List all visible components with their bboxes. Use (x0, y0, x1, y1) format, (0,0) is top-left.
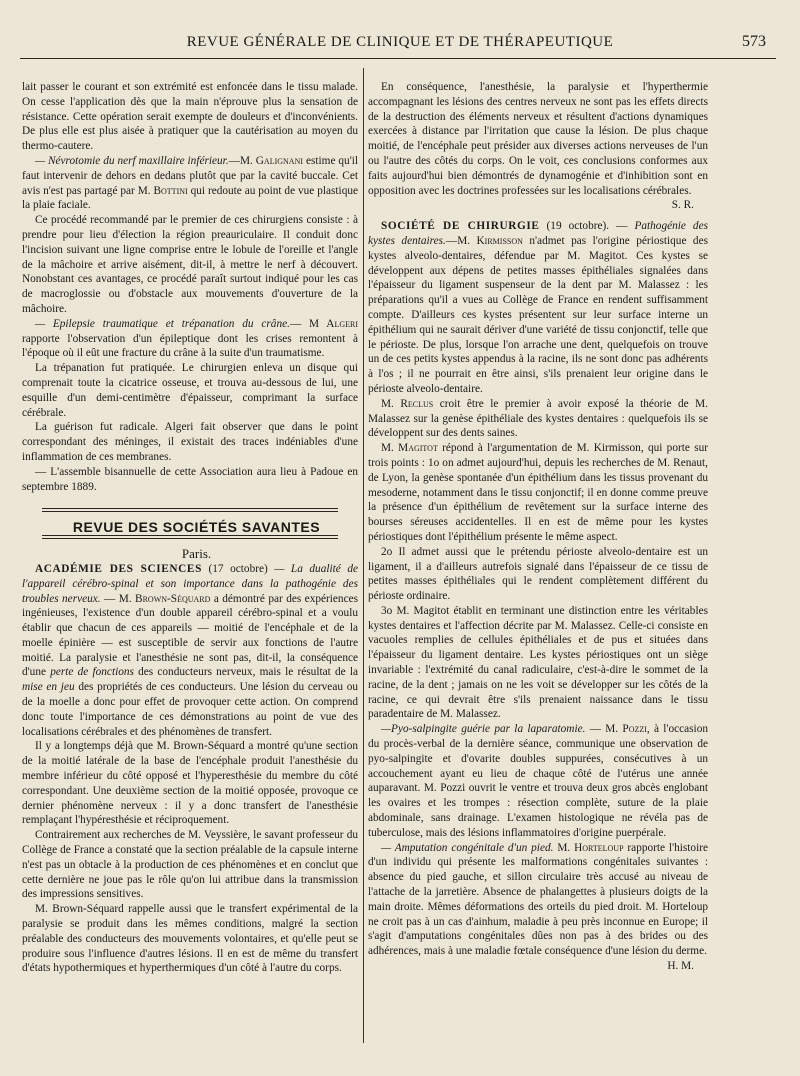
article-title: — Névrotomie du nerf maxillaire inférieur. (35, 154, 229, 167)
paragraph-reclus (368, 397, 708, 441)
paragraph: 3o M. Magitot établit en terminant une distinction entre les véritables kystes dentaires et l'affection décrite par M. Malassez. Celle-ci consiste en vacuoles remplies de cellules épithéliales et de pus et situées dans l'épaisseur du ligament dentaire. Les kystes périostiques ont un siège invariable : l'extrémité du canal radiculaire, c'est-à-dire le sommet de la racine, de la dent ; jamais on ne les voit se développer sur les côtés de la racine, ce qui devrait être s'ils prenaient naissance dans le tissu paradentaire de M. Malassez. (368, 604, 708, 721)
page-number: 573 (742, 33, 766, 50)
author-name: — M. Brown-Séquard (100, 592, 211, 605)
paragraph-magitot (368, 441, 708, 545)
double-rule (42, 535, 338, 539)
paragraph: M. Brown-Séquard rappelle aussi que le transfert expérimental de la paralysie se produit dans les mêmes conditions, malgré la section préalable des conducteurs des mouvements volontaires, et qu'elle peut se produire sous l'influence d'autres lésions. Il en est de même du transfert d'états hypothermiques et hyperthermiques d'un côté à l'autre du corps. (22, 903, 358, 975)
signature: H. M. (667, 960, 694, 973)
author-name: — M Algeri (289, 317, 359, 330)
paragraph-text: estime qu'il faut intervenir de dehors en dedans plutôt que par la cavité buccale. Cet avis n'est pas partagé par M. (22, 154, 359, 197)
paragraph-text: rapporte l'histoire d'un individu qui présente les malformations congénitales suivantes : absence du pied gauche, et sillon circulaire très accusé au niveau de l'attache de la jarretière. Absence de phalangettes à plusieurs doigts de la main droite. Mêmes déformations des orteils du pied droit. M. Horteloup ne croit pas à un cas d'ainhum, maladie à peu près inconnue en Europe; il s'agit d'amputations congénitales dûes non pas à des brides ou des adhérences, mais à une maladie fœtale conséquence d'une lésion du derme. (368, 841, 708, 958)
author-name: — M. Pozzi, (585, 723, 650, 736)
paragraph-amputation (368, 841, 708, 959)
paragraph-text: répond à l'argumentation de M. Kirmisson, qui porte sur trois points : 1o on admet aujourd'hui, depuis les recherches de M. Renaut, de Lyon, la genèse spontanée d'un épithélium dans les tissus provenant du mesoderne, notamment dans le tissu conjonctif; il en donne comme preuve la présence d'un épithélium de revêtement sur la surface interne des bourses séreuses accidentelles. Il en est de même pour les kystes périostiques dont l'épithélium présente le même aspect. (368, 442, 708, 543)
article-title: —Pyo-salpingite guérie par la laparatomie. (381, 723, 586, 736)
article-title: — La dualité de l'appareil cérébro-spinal et son importance dans la pathogénie des troubles nerveux. (22, 562, 358, 605)
section-rule-bottom (22, 535, 358, 539)
running-head (0, 30, 800, 56)
session-date: (17 octobre) (201, 562, 275, 575)
author-name: M. Reclus (381, 397, 434, 410)
paragraph: lait passer le courant et son extrémité est enfoncée dans le tissu malade. On cesse l'application dès que la main n'éprouve plus la sensation de résistance. Cette opération serait exempte de douleurs et d'inconvénients. De plus elle est plus aisée à pratiquer que la cautérisation au moyen du thermo-cautere. (22, 81, 358, 153)
signature: S. R. (671, 199, 694, 212)
author-name: —M. Galignani (228, 154, 304, 167)
article-title: — Amputation congénitale d'un pied. (381, 841, 554, 854)
paragraph-pyo-salpingite (368, 722, 708, 840)
session-date: (19 octobre). — (539, 220, 635, 233)
paragraph: Il y a longtemps déjà que M. Brown-Séquard a montré qu'une section de la moitié latérale de la base de l'encéphale produit l'anesthésie du membre inférieur du côté opposé et l'hyperesthésie du membre du côté correspondant. Une deuxième section de la moitié opposée, provoque ce dernier phénomène nerveux : il y a donc transfert de l'anesthésie remplaçant l'hypéresthésie et réciproquement. (22, 740, 358, 827)
running-title: REVUE GÉNÉRALE DE CLINIQUE ET DE THÉRAPEUTIQUE (186, 34, 614, 50)
emphasis: perte de fonctions (50, 666, 134, 679)
author-name: —M. Kirmisson (445, 234, 523, 247)
paragraph-nevrotomie (22, 154, 358, 213)
paragraph: La guérison fut radicale. Algeri fait observer que dans le point correspondant des méninges, il existait des traces indéniables d'une inflammation de ces membranes. (22, 421, 358, 463)
paragraph-text: à l'occasion du procès-verbal de la dernière séance, communique une observation de pyo-salpingite et d'ovarite doubles suppurées, consécutives à un accouchement ayant eu lieu de chaque côté de l'utérus une année auparavant. M. Pozzi ouvrit le ventre et trouva deux gros abcès englobant les ovaires et les trompes : résection complète, suture de la plaie abdominale, sans drainage. L'examen histologique ne révéla pas de tuberculose, mais des lésions inflammatoires d'origine puerpérale. (368, 723, 708, 839)
author-name: M. Magitot (381, 442, 438, 455)
paragraph: La trépanation fut pratiquée. Le chirurgien enleva un disque qui comprenait toute la cicatrice osseuse, et trouva au-dessous de lui, une esquille d'un demi-centimètre d'épaisseur, comprimant la surface cérébrale. (22, 362, 358, 419)
paragraph-text: qui redoute au point de vue plastique la plaie faciale. (22, 184, 359, 212)
paragraph: Ce procédé recommandé par le premier de ces chirurgiens consiste : à prendre pour lieu d'élection la région preauriculaire. Il conduit donc l'incision suivant une ligne comprise entre le lobule de l'oreille et l'angle de la mâchoire et arrive aisément, dit-il, à mettre le nerf à découvert. Nonobstant ces avantages, ce procédé paraît surtout indiqué pour les cas de macroglossie ou d'obstacle aux mouvements d'ouverture de la mâchoire. (22, 214, 358, 315)
paragraph: En conséquence, l'anesthésie, la paralysie et l'hyperthermie accompagnant les lésions des centres nerveux ne sont pas les effets directs de la destruction des éléments nerveux et résultent d'actions dynamiques exercées à distance par l'irritation que cause la lésion. De plus chaque moitié, de l'encéphale peut présider aux diverses actions nerveuses de l'un ou l'autre des côtés du corps. On le voit, ces conclusions conformes aux faits aujourd'hui bien démontrés de dynamogénie et d'inhibition sont en opposition avec les doctrines professées sur les localisations cérébrales. (368, 81, 708, 197)
emphasis: mise en jeu (22, 681, 75, 694)
society-name: ACADÉMIE DES SCIENCES (35, 562, 202, 575)
city-heading: Paris. (181, 546, 212, 562)
paragraph: Contrairement aux recherches de M. Veyssière, le savant professeur du Collège de France a constaté que la section préalable de la capsule interne n'est pas un obtacle à la production de ces phénomènes et en conclut que cette dernière ne joue pas le rôle qu'on lui attribue dans la transmission des impressions sensitives. (22, 829, 358, 901)
section-title: REVUE DES SOCIÉTÉS SAVANTES (72, 519, 321, 536)
header-rule (20, 58, 776, 59)
right-column (368, 80, 708, 974)
section-rule-top (22, 508, 358, 512)
column-divider (363, 68, 364, 1043)
paragraph-text: rapporte l'observation d'un épileptique dont les crises remontent à l'époque où il eût une fracture du crâne à la suite d'un traumatisme. (22, 332, 358, 360)
left-column (22, 80, 358, 976)
society-name: SOCIÉTÉ DE CHIRURGIE (381, 220, 540, 233)
paragraph-epilepsie (22, 317, 358, 361)
paragraph-text: croit être le premier à avoir exposé la théorie de M. Malassez sur la genèse épithéliale des kystes dentaires : quelquefois ils se développent sur des dents saines. (368, 397, 708, 440)
article-title: — Epilepsie traumatique et trépanation du crâne. (35, 317, 290, 330)
paragraph-text: n'admet pas l'origine périostique des kystes alveolo-dentaires, défendue par M. Magitot. Ces kystes se développent aux dépens de petites masses épithéliales signalées dans l'épaisseur du ligament suspenseur de la dent par M. Malassez : les préparations qu'il a vues au Collège de France en rendent suffisamment compte. D'ailleurs ces kystes présentent sur leur surface interne un épithélium qui ne saurait dériver d'une variété de tissu conjonctif, telle que le périoste. De plus, lorsque l'on arrache une dent, quelquefois on trouve un de ces petits kystes appendus à la racine, ils ne sont donc pas adhérents à l'os ; il ne pourrait en être ainsi, s'ils prenaient leur origine dans le périoste alveolo-dentaire. (368, 234, 708, 395)
paragraph: — L'assemble bisannuelle de cette Association aura lieu à Padoue en septembre 1889. (22, 465, 358, 493)
paragraph-text: des conducteurs nerveux, mais le résultat de la (133, 666, 358, 679)
author-name: M. Horteloup (553, 841, 624, 854)
author-name: Bottini (153, 184, 188, 197)
paragraph-academie (22, 562, 358, 740)
paragraph-text: des propriétés de ces conducteurs. Une lésion du cerveau ou de la moelle a donc pour effet de provoquer cette action. On comprend donc toute l'importance de ces démonstrations au point de vue des localisations cérébrales et des phénomènes de transfert. (22, 681, 358, 738)
double-rule (42, 508, 338, 512)
paragraph-text: a démontré par des expériences ingénieuses, l'existence d'un double appareil cérébro-spinal et a voulu établir que chacun de ces appareils — moitié de l'encéphale et de la moelle épinière — est susceptible de servir aux fonctions de l'autre moitié. La paralysie et l'anesthésie ne sont pas, dit-il, la conséquence d'une (22, 592, 358, 679)
paragraph: 2o Il admet aussi que le prétendu périoste alveolo-dentaire est un ligament, il a d'ailleurs autrefois signalé dans l'épaisseur de ce tissu de petites masses épithéliales qui le rendent complètement différent du périoste ordinaire. (368, 545, 708, 603)
paragraph-chirurgie (368, 219, 708, 397)
article-title: Pathogénie des kystes dentaires. (368, 220, 708, 247)
